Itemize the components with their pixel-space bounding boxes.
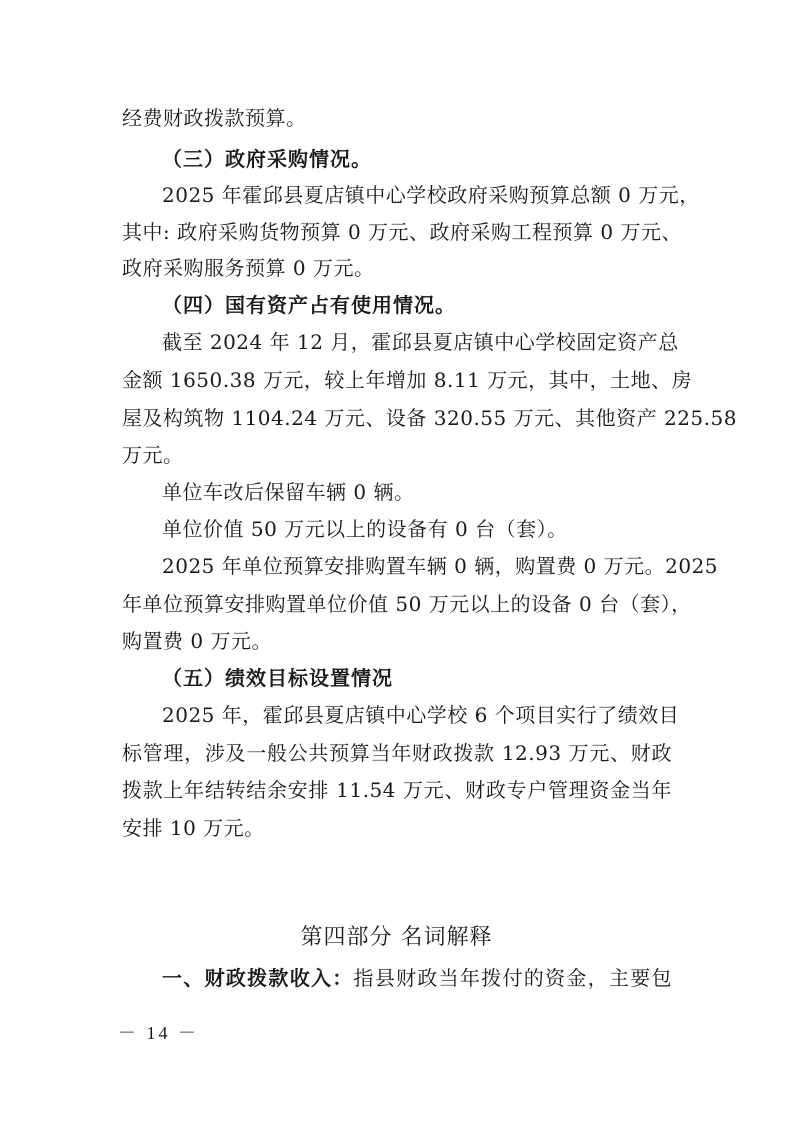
paragraph-line: 其中: 政府采购货物预算 0 万元、政府采购工程预算 0 万元、	[122, 220, 682, 244]
paragraph-line: 标管理，涉及一般公共预算当年财政拨款 12.93 万元、财政	[122, 741, 672, 765]
paragraph-line: 经费财政拨款预算。	[122, 106, 307, 130]
section-heading-performance: （五）绩效目标设置情况	[162, 666, 393, 690]
term-text: 指县财政当年拨付的资金，主要包	[353, 966, 673, 990]
section-heading-procurement: （三）政府采购情况。	[162, 147, 372, 171]
paragraph-line: 政府采购服务预算 0 万元。	[122, 256, 375, 280]
section-heading-state-assets: （四）国有资产占有使用情况。	[162, 293, 456, 317]
part-title: 第四部分 名词解释	[300, 925, 493, 950]
paragraph-line: 金额 1650.38 万元，较上年增加 8.11 万元，其中，土地、房	[122, 368, 693, 392]
page-number: － 14 －	[118, 1023, 199, 1043]
paragraph-line: 屋及构筑物 1104.24 万元、设备 320.55 万元、其他资产 225.58	[122, 406, 737, 430]
term-definition-line	[162, 964, 672, 992]
paragraph-line: 单位价值 50 万元以上的设备有 0 台（套）。	[162, 517, 568, 541]
paragraph-line: 万元。	[122, 443, 184, 467]
paragraph-line: 2025 年，霍邱县夏店镇中心学校 6 个项目实行了绩效目	[162, 703, 680, 727]
paragraph-line: 单位车改后保留车辆 0 辆。	[162, 480, 415, 504]
term-lead: 一、财政拨款收入：	[162, 966, 354, 990]
paragraph-line: 截至 2024 年 12 月，霍邱县夏店镇中心学校固定资产总	[162, 330, 679, 354]
paragraph-line: 安排 10 万元。	[122, 816, 265, 840]
paragraph-line: 年单位预算安排购置单位价值 50 万元以上的设备 0 台（套），	[122, 592, 692, 616]
paragraph-line: 购置费 0 万元。	[122, 629, 272, 653]
paragraph-line: 拨款上年结转结余安排 11.54 万元、财政专户管理资金当年	[122, 778, 672, 802]
paragraph-line: 2025 年霍邱县夏店镇中心学校政府采购预算总额 0 万元，	[162, 183, 700, 207]
paragraph-line: 2025 年单位预算安排购置车辆 0 辆，购置费 0 万元。2025	[162, 554, 719, 578]
